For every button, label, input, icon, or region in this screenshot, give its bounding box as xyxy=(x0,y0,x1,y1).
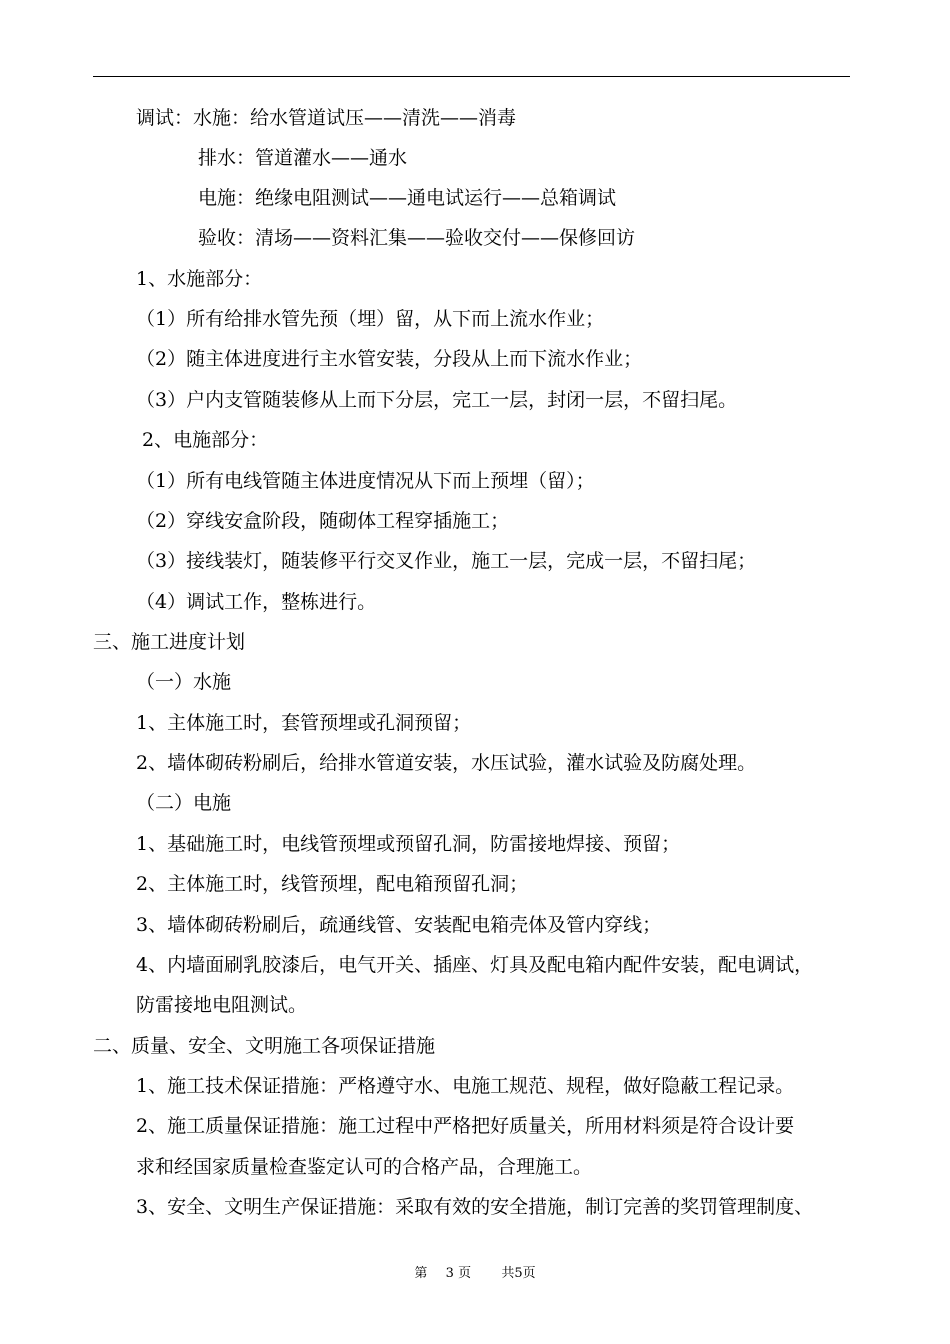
text-line: 2、墙体砌砖粉刷后，给排水管道安装，水压试验，灌水试验及防腐处理。 xyxy=(136,752,757,774)
page-number: 3 xyxy=(445,1266,454,1281)
subsection-heading: （一）水施 xyxy=(136,671,232,693)
text-line: （1）所有电线管随主体进度情况从下而上预埋（留）； xyxy=(136,470,595,492)
total-pages: 共5页 xyxy=(501,1266,536,1281)
text-line: 2、施工质量保证措施：施工过程中严格把好质量关，所用材料须是符合设计要 xyxy=(136,1115,795,1137)
section-heading: 二、质量、安全、文明施工各项保证措施 xyxy=(93,1035,436,1057)
subsection-heading: （二）电施 xyxy=(136,792,232,814)
text-line: 2、主体施工时，线管预埋，配电箱预留孔洞； xyxy=(136,873,529,895)
text-line: （4）调试工作，整栋进行。 xyxy=(136,591,377,613)
text-line: 验收：清场——资料汇集——验收交付——保修回访 xyxy=(198,227,636,249)
text-line: （2）随主体进度进行主水管安装，分段从上而下流水作业； xyxy=(136,348,643,370)
text-line: 1、水施部分： xyxy=(136,268,263,290)
text-line: 调试：水施：给水管道试压——清洗——消毒 xyxy=(136,107,517,129)
text-line: 防雷接地电阻测试。 xyxy=(136,994,308,1016)
text-line: 排水：管道灌水——通水 xyxy=(198,147,408,169)
text-line: 2、电施部分： xyxy=(142,429,269,451)
text-line: 1、基础施工时，电线管预埋或预留孔洞，防雷接地焊接、预留； xyxy=(136,833,681,855)
section-heading: 三、施工进度计划 xyxy=(93,631,246,653)
header-rule xyxy=(93,76,850,77)
text-line: 1、施工技术保证措施：严格遵守水、电施工规范、规程，做好隐蔽工程记录。 xyxy=(136,1075,795,1097)
page-label: 第 xyxy=(414,1266,428,1281)
text-line: 求和经国家质量检查鉴定认可的合格产品，合理施工。 xyxy=(136,1156,593,1178)
text-line: 电施：绝缘电阻测试——通电试运行——总箱调试 xyxy=(198,187,617,209)
text-line: 3、安全、文明生产保证措施：采取有效的安全措施，制订完善的奖罚管理制度、 xyxy=(136,1196,814,1218)
text-line: （3）接线装灯，随装修平行交叉作业，施工一层，完成一层，不留扫尾； xyxy=(136,550,757,572)
text-line: 4、内墙面刷乳胶漆后，电气开关、插座、灯具及配电箱内配件安装，配电调试， xyxy=(136,954,814,976)
text-line: （1）所有给排水管先预（埋）留，从下而上流水作业； xyxy=(136,308,605,330)
text-line: 1、主体施工时，套管预埋或孔洞预留； xyxy=(136,712,472,734)
text-line: （2）穿线安盒阶段，随砌体工程穿插施工； xyxy=(136,510,510,532)
text-line: （3）户内支管随装修从上而下分层，完工一层，封闭一层，不留扫尾。 xyxy=(136,389,738,411)
page-unit: 页 xyxy=(458,1266,472,1281)
text-line: 3、墙体砌砖粉刷后，疏通线管、安装配电箱壳体及管内穿线； xyxy=(136,914,662,936)
page-footer xyxy=(0,1266,950,1282)
